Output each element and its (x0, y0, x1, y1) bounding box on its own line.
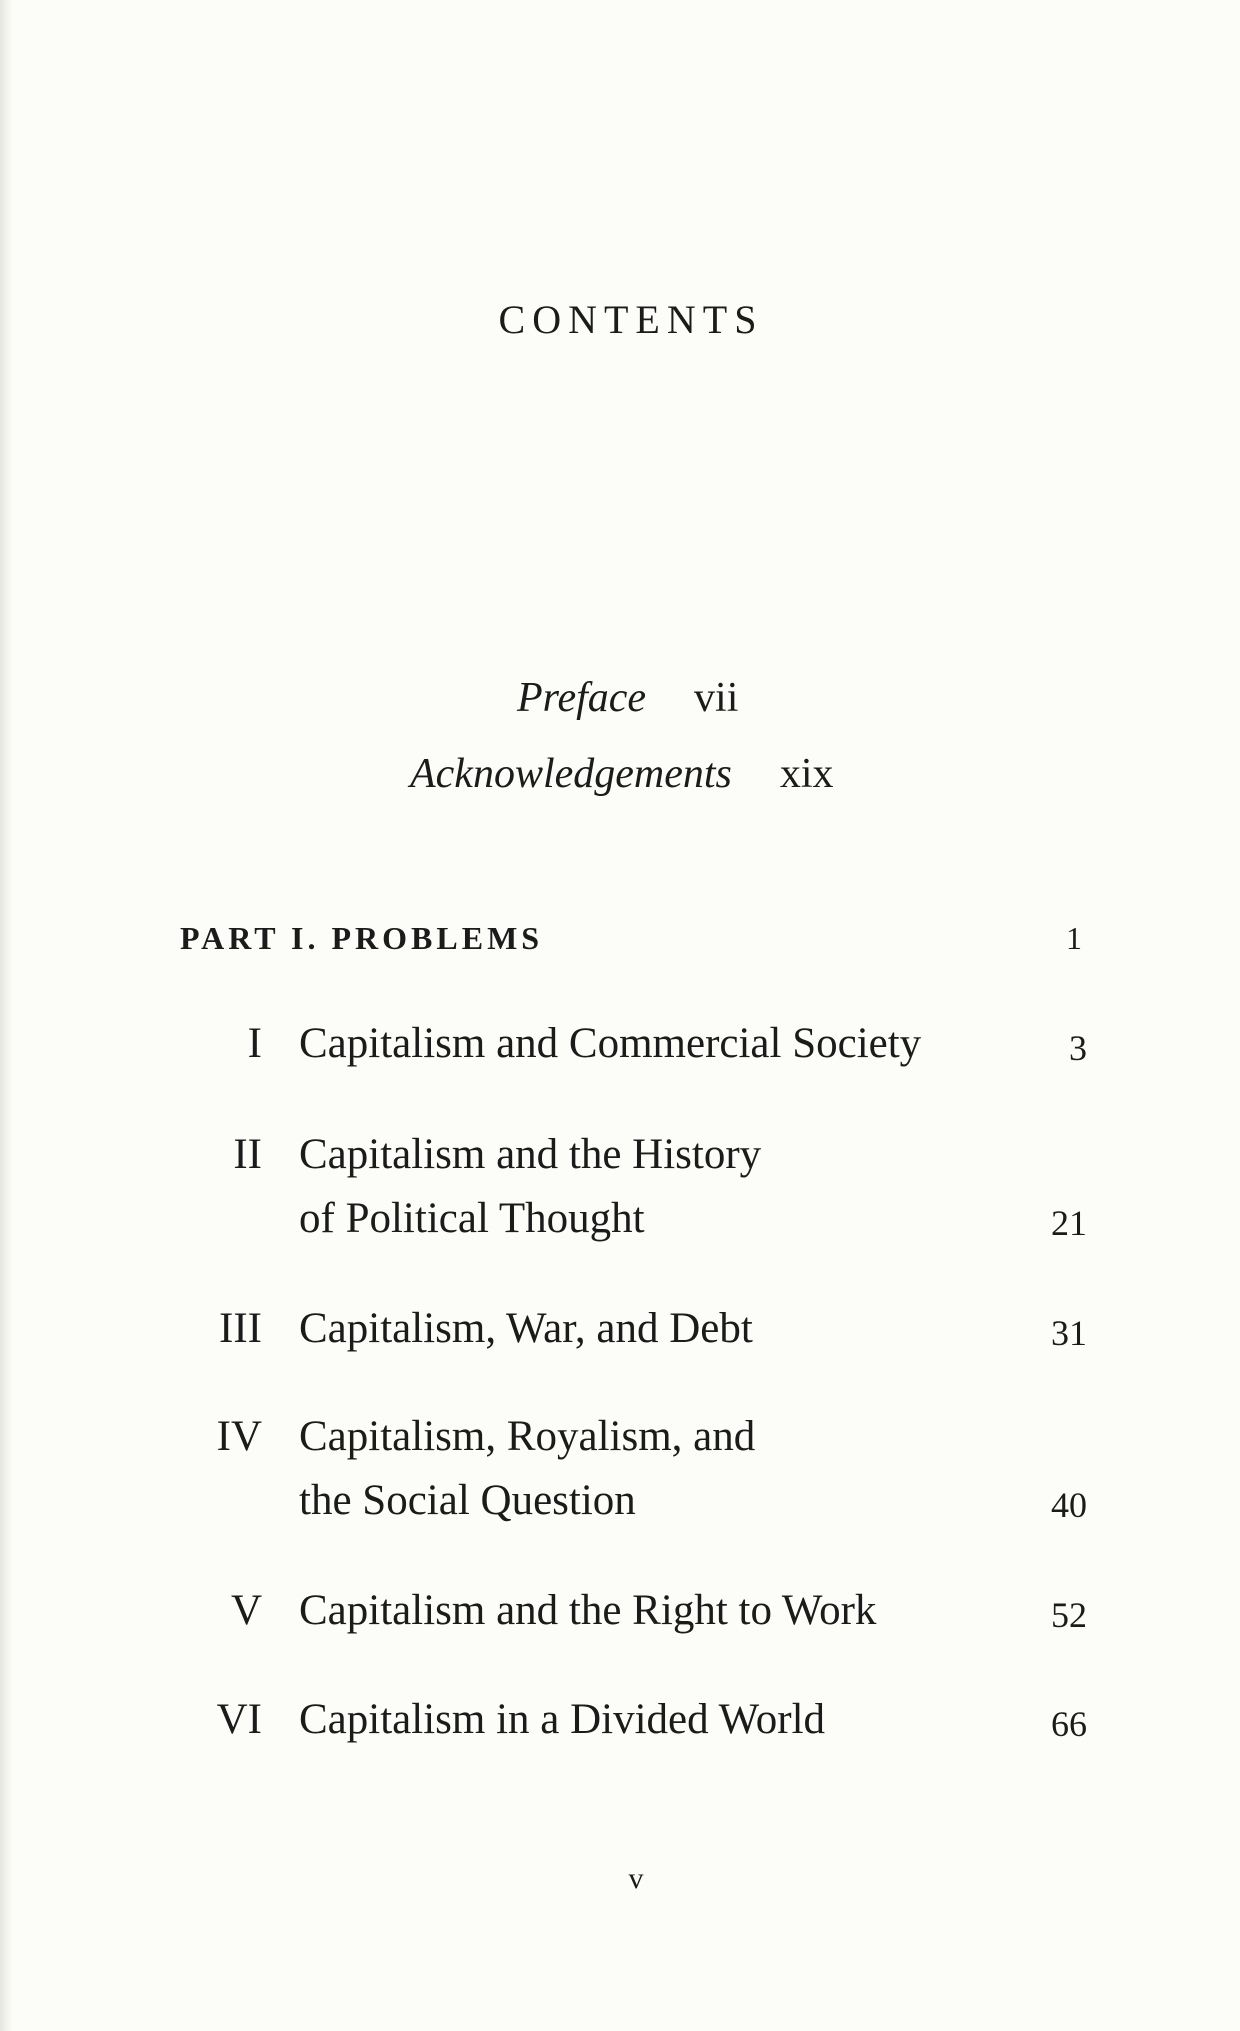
chapter-number: VI (216, 1696, 262, 1743)
chapter-title-line: Capitalism, War, and Debt (299, 1305, 753, 1352)
chapter-title-line: Capitalism and Commercial Society (299, 1020, 922, 1067)
chapter-page-number: 66 (1051, 1704, 1087, 1744)
front-matter-acknowledgements (410, 750, 834, 798)
chapter-title (299, 1012, 1019, 1076)
contents-heading: CONTENTS (498, 297, 764, 342)
chapter-title (299, 1579, 1019, 1643)
chapter-page-number: 3 (1069, 1028, 1087, 1068)
chapter-number: I (247, 1020, 262, 1067)
chapter-title-line: the Social Question (299, 1477, 636, 1524)
chapter-title-line: Capitalism in a Divided World (299, 1696, 826, 1743)
chapter-page-number: 31 (1051, 1313, 1087, 1353)
part-page-number: 1 (1066, 920, 1082, 956)
chapter-page-number: 40 (1051, 1485, 1087, 1525)
chapter-page-number: 52 (1051, 1595, 1087, 1635)
chapter-title-line: Capitalism, Royalism, and (299, 1413, 756, 1460)
front-matter-page: vii (694, 675, 739, 721)
chapter-number: IV (216, 1413, 262, 1460)
front-matter-title: Acknowledgements (410, 751, 732, 797)
front-matter-page: xix (779, 751, 834, 797)
front-matter-preface (517, 674, 738, 722)
chapter-number: III (219, 1305, 262, 1352)
chapter-title (299, 1123, 1019, 1251)
chapter-title-line: of Political Thought (299, 1195, 645, 1242)
chapter-title (299, 1297, 1019, 1361)
front-matter-title: Preface (517, 675, 647, 721)
chapter-title (299, 1688, 1019, 1752)
chapter-number: V (230, 1587, 262, 1634)
chapter-number: II (233, 1131, 262, 1178)
chapter-title (299, 1405, 1019, 1533)
chapter-title-line: Capitalism and the History (299, 1131, 762, 1178)
chapter-title-line: Capitalism and the Right to Work (299, 1587, 877, 1634)
chapter-page-number: 21 (1051, 1203, 1087, 1243)
page-folio: v (628, 1862, 644, 1895)
part-heading: PART I. PROBLEMS (180, 920, 544, 956)
